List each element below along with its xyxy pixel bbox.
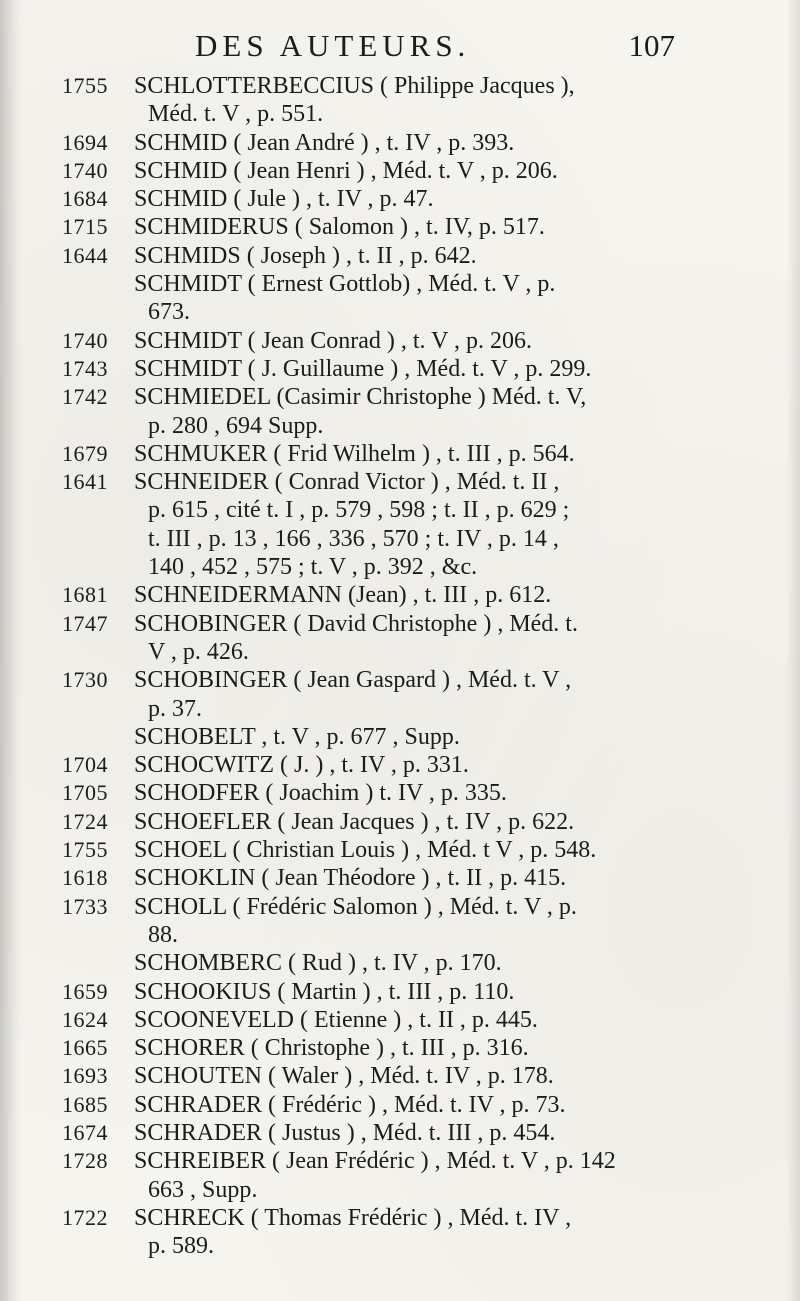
- index-entry: [62, 185, 672, 213]
- entry-year: 1733: [62, 893, 108, 919]
- entry-continuation-line: [62, 412, 672, 440]
- entry-text: t. III , p. 13 , 166 , 336 , 570 ; t. IV , p. 14 ,: [148, 525, 559, 552]
- entry-text: SCHMIDT ( J. Guillaume ) , Méd. t. V , p. 299.: [134, 355, 592, 382]
- entry-year: 1641: [62, 469, 108, 495]
- entry-text: SCHOLL ( Frédéric Salomon ) , Méd. t. V , p.: [134, 893, 577, 920]
- index-entry: [62, 864, 672, 892]
- entry-text: 140 , 452 , 575 ; t. V , p. 392 , &c.: [148, 554, 478, 581]
- entry-continuation-line: [62, 921, 672, 949]
- index-entry: [62, 610, 672, 667]
- entry-text: SCHOCWITZ ( J. ) , t. IV , p. 331.: [134, 752, 469, 779]
- entry-first-line: [62, 1119, 672, 1147]
- page-edge-shadow: [786, 0, 800, 1301]
- entry-continuation-line: [62, 100, 672, 128]
- entry-first-line: [62, 355, 672, 383]
- entry-year: 1665: [62, 1035, 108, 1061]
- entry-first-line: [62, 327, 672, 355]
- entry-text: p. 280 , 694 Supp.: [148, 412, 324, 439]
- entry-first-line: [62, 751, 672, 779]
- entry-continuation-line: [62, 298, 672, 326]
- index-entry: [62, 355, 672, 383]
- entry-text: SCHREIBER ( Jean Frédéric ) , Méd. t. V , p. 142: [134, 1148, 616, 1175]
- entry-first-line: [62, 213, 672, 241]
- entry-text: SCHMID ( Jule ) , t. IV , p. 47.: [134, 186, 434, 213]
- index-entry: [62, 1006, 672, 1034]
- entry-text: SCHLOTTERBECCIUS ( Philippe Jacques ),: [134, 73, 575, 99]
- running-title: DES AUTEURS.: [195, 28, 471, 63]
- index-entry: [62, 72, 672, 129]
- entry-text: SCHRADER ( Justus ) , Méd. t. III , p. 454.: [134, 1119, 556, 1146]
- entry-text: 663 , Supp.: [148, 1176, 258, 1203]
- index-entry: [62, 1034, 672, 1062]
- entry-first-line: [62, 1006, 672, 1034]
- index-entry: [62, 779, 672, 807]
- entry-text: p. 615 , cité t. I , p. 579 , 598 ; t. II , p. 629 ;: [148, 497, 570, 524]
- index-entry: [62, 1062, 672, 1090]
- entry-text: SCHRECK ( Thomas Frédéric ) , Méd. t. IV ,: [134, 1204, 572, 1231]
- entry-year: 1742: [62, 384, 108, 410]
- entry-first-line: [62, 779, 672, 807]
- entry-continuation-line: [62, 695, 672, 723]
- entry-text: 88.: [148, 921, 178, 948]
- index-entry: [62, 808, 672, 836]
- entry-year: 1681: [62, 582, 108, 608]
- entry-first-line: [62, 468, 672, 496]
- entry-first-line: [62, 157, 672, 185]
- entry-first-line: [62, 185, 672, 213]
- entry-year: 1730: [62, 667, 108, 693]
- entry-text: SCHOEFLER ( Jean Jacques ) , t. IV , p. 622.: [134, 808, 575, 835]
- entry-continuation-line: [62, 638, 672, 666]
- index-entry: [62, 213, 672, 241]
- entry-text: SCHMIDT ( Jean Conrad ) , t. V , p. 206.: [134, 327, 532, 354]
- entry-continuation-line: [62, 496, 672, 524]
- entry-first-line: [62, 610, 672, 638]
- entry-text: SCHOBINGER ( David Christophe ) , Méd. t.: [134, 610, 578, 637]
- index-entry: [62, 581, 672, 609]
- index-entry: [62, 129, 672, 157]
- index-entry: [62, 1119, 672, 1147]
- index-entry: [62, 270, 672, 327]
- index-entry: [62, 440, 672, 468]
- index-entry: [62, 1147, 672, 1204]
- index-entry: [62, 327, 672, 355]
- entry-first-line: [62, 723, 672, 751]
- entry-first-line: [62, 1204, 672, 1232]
- entry-text: SCHNEIDER ( Conrad Victor ) , Méd. t. II ,: [134, 469, 560, 496]
- entry-year: 1644: [62, 242, 108, 268]
- entry-first-line: [62, 383, 672, 411]
- entry-text: 673.: [148, 299, 190, 326]
- entry-continuation-line: [62, 525, 672, 553]
- entry-first-line: [62, 270, 672, 298]
- entry-year: 1685: [62, 1091, 108, 1117]
- entry-first-line: [62, 1062, 672, 1090]
- entry-year: 1694: [62, 129, 108, 155]
- entry-year: 1747: [62, 610, 108, 636]
- entry-text: SCHMIDT ( Ernest Gottlob) , Méd. t. V , p.: [134, 271, 556, 298]
- entry-year: 1743: [62, 355, 108, 381]
- entry-first-line: [62, 864, 672, 892]
- entry-year: 1715: [62, 214, 108, 240]
- entry-text: SCHMID ( Jean Henri ) , Méd. t. V , p. 206.: [134, 157, 558, 184]
- entry-continuation-line: [62, 1232, 672, 1260]
- entry-year: 1755: [62, 73, 108, 98]
- index-entry: [62, 836, 672, 864]
- index-entry: [62, 242, 672, 270]
- entry-text: V , p. 426.: [148, 638, 249, 665]
- entry-year: 1722: [62, 1204, 108, 1230]
- entry-first-line: [62, 666, 672, 694]
- entry-text: SCHOBINGER ( Jean Gaspard ) , Méd. t. V ,: [134, 667, 572, 694]
- entry-first-line: [62, 1034, 672, 1062]
- page-gutter-shadow: [0, 0, 22, 1301]
- entry-year: 1684: [62, 186, 108, 212]
- author-index-list: [62, 72, 672, 1260]
- entry-year: 1705: [62, 780, 108, 806]
- entry-text: p. 589.: [148, 1233, 214, 1260]
- entry-text: SCHMUKER ( Frid Wilhelm ) , t. III , p. 564.: [134, 440, 575, 467]
- entry-text: SCHNEIDERMANN (Jean) , t. III , p. 612.: [134, 582, 552, 609]
- entry-text: SCHOMBERC ( Rud ) , t. IV , p. 170.: [134, 950, 502, 977]
- entry-year: 1624: [62, 1006, 108, 1032]
- index-entry: [62, 157, 672, 185]
- entry-year: 1755: [62, 837, 108, 863]
- entry-text: SCHMID ( Jean André ) , t. IV , p. 393.: [134, 129, 515, 156]
- index-entry: [62, 723, 672, 751]
- entry-year: 1693: [62, 1063, 108, 1089]
- entry-first-line: [62, 129, 672, 157]
- entry-first-line: [62, 949, 672, 977]
- entry-text: SCHMIDS ( Joseph ) , t. II , p. 642.: [134, 242, 477, 269]
- entry-first-line: [62, 1147, 672, 1175]
- entry-year: 1674: [62, 1119, 108, 1145]
- entry-first-line: [62, 1091, 672, 1119]
- entry-year: 1659: [62, 978, 108, 1004]
- index-entry: [62, 893, 672, 950]
- index-entry: [62, 978, 672, 1006]
- index-entry: [62, 1091, 672, 1119]
- page-number: 107: [628, 28, 675, 63]
- entry-text: SCHMIDERUS ( Salomon ) , t. IV, p. 517.: [134, 214, 545, 241]
- entry-text: Méd. t. V , p. 551.: [148, 101, 324, 128]
- entry-year: 1724: [62, 808, 108, 834]
- entry-text: SCHOKLIN ( Jean Théodore ) , t. II , p. 415.: [134, 865, 567, 892]
- index-entry: [62, 468, 672, 581]
- entry-year: 1704: [62, 752, 108, 778]
- running-header: [195, 28, 675, 78]
- entry-first-line: [62, 242, 672, 270]
- entry-first-line: [62, 581, 672, 609]
- entry-text: SCHOBELT , t. V , p. 677 , Supp.: [134, 723, 460, 750]
- entry-year: 1679: [62, 440, 108, 466]
- entry-text: SCHOEL ( Christian Louis ) , Méd. t V , p. 548.: [134, 837, 597, 864]
- entry-continuation-line: [62, 553, 672, 581]
- entry-first-line: [62, 440, 672, 468]
- entry-year: 1618: [62, 865, 108, 891]
- entry-text: SCHRADER ( Frédéric ) , Méd. t. IV , p. 73.: [134, 1091, 566, 1118]
- entry-text: SCHODFER ( Joachim ) t. IV , p. 335.: [134, 780, 507, 807]
- entry-first-line: [62, 978, 672, 1006]
- entry-first-line: [62, 893, 672, 921]
- index-entry: [62, 751, 672, 779]
- entry-first-line: [62, 72, 672, 100]
- index-entry: [62, 949, 672, 977]
- entry-year: 1740: [62, 157, 108, 183]
- entry-first-line: [62, 836, 672, 864]
- index-entry: [62, 1204, 672, 1261]
- index-entry: [62, 666, 672, 723]
- entry-year: 1740: [62, 327, 108, 353]
- index-entry: [62, 383, 672, 440]
- entry-text: SCOONEVELD ( Etienne ) , t. II , p. 445.: [134, 1006, 538, 1033]
- entry-text: SCHORER ( Christophe ) , t. III , p. 316.: [134, 1035, 529, 1062]
- entry-text: SCHOOKIUS ( Martin ) , t. III , p. 110.: [134, 978, 515, 1005]
- entry-text: SCHOUTEN ( Waler ) , Méd. t. IV , p. 178.: [134, 1063, 554, 1090]
- entry-continuation-line: [62, 1176, 672, 1204]
- entry-text: p. 37.: [148, 695, 202, 722]
- entry-year: 1728: [62, 1148, 108, 1174]
- entry-first-line: [62, 808, 672, 836]
- entry-text: SCHMIEDEL (Casimir Christophe ) Méd. t. V,: [134, 384, 587, 411]
